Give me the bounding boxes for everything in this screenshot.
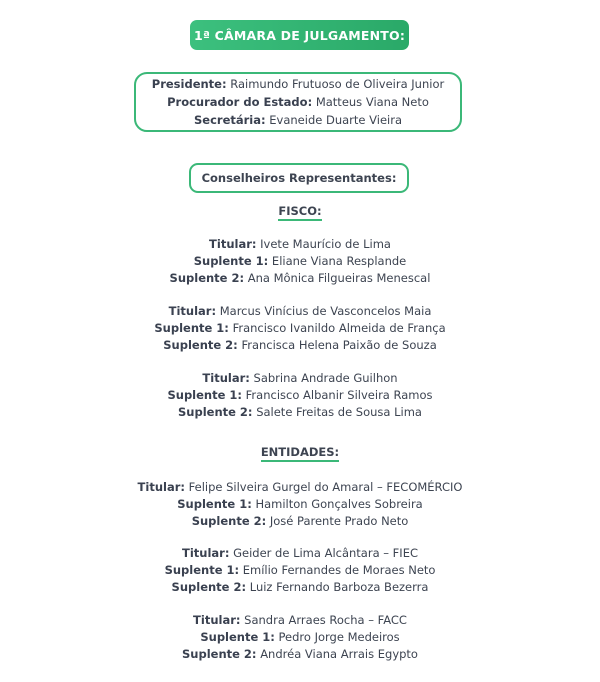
member-name: Pedro Jorge Medeiros — [278, 630, 400, 644]
member-line — [193, 612, 407, 629]
fisco-group-3 — [0, 370, 600, 421]
member-name: Ivete Maurício de Lima — [260, 237, 391, 251]
member-line — [154, 320, 445, 337]
member-name: Marcus Vinícius de Vasconcelos Maia — [219, 304, 432, 318]
member-line — [178, 404, 422, 421]
entidades-group-1 — [0, 479, 600, 530]
staff-name: Evaneide Duarte Vieira — [269, 112, 402, 127]
member-line — [182, 545, 418, 562]
staff-role: Procurador do Estado: — [167, 94, 313, 109]
member-role: Titular: — [209, 237, 257, 251]
member-name: Andréa Viana Arrais Egypto — [260, 647, 418, 661]
member-line — [202, 370, 397, 387]
member-role: Titular: — [193, 613, 241, 627]
member-name: Ana Mônica Filgueiras Menescal — [247, 271, 431, 285]
member-line — [200, 629, 399, 646]
staff-line-president — [152, 76, 444, 93]
member-role: Suplente 1: — [164, 563, 240, 577]
member-line — [138, 479, 463, 496]
fisco-group-2 — [0, 303, 600, 354]
entidades-group-3 — [0, 612, 600, 663]
member-name: Sabrina Andrade Guilhon — [253, 371, 398, 385]
staff-role: Secretária: — [194, 112, 266, 127]
member-role: Suplente 2: — [169, 271, 245, 285]
member-line — [192, 513, 409, 530]
member-line — [167, 387, 432, 404]
member-role: Suplente 2: — [182, 647, 257, 661]
member-line — [194, 253, 407, 270]
member-role: Suplente 1: — [154, 321, 229, 335]
member-role: Suplente 1: — [177, 497, 252, 511]
councillors-label: Conselheiros Representantes: — [201, 171, 397, 185]
member-role: Suplente 2: — [178, 405, 253, 419]
chamber-staff-box — [134, 72, 462, 132]
chamber-title-badge — [190, 20, 409, 50]
member-name: Luiz Fernando Barboza Bezerra — [249, 580, 429, 594]
chamber-title: 1ª CÂMARA DE JULGAMENTO: — [193, 27, 406, 43]
fisco-title: FISCO: — [278, 204, 321, 221]
member-name: Emílio Fernandes de Moraes Neto — [242, 563, 436, 577]
member-line — [209, 236, 391, 253]
fisco-section-title — [0, 204, 600, 218]
staff-line-attorney — [167, 94, 429, 111]
member-line — [163, 337, 437, 354]
member-line — [177, 496, 422, 513]
staff-name: Matteus Viana Neto — [315, 94, 429, 109]
member-role: Suplente 2: — [163, 338, 238, 352]
member-role: Titular: — [202, 371, 250, 385]
member-name: Eliane Viana Resplande — [271, 254, 407, 268]
member-name: José Parente Prado Neto — [269, 514, 409, 528]
entidades-section-title — [0, 445, 600, 459]
staff-role: Presidente: — [151, 76, 227, 91]
member-line — [172, 579, 429, 596]
member-role: Suplente 2: — [191, 514, 267, 528]
member-name: Salete Freitas de Sousa Lima — [256, 405, 422, 419]
member-name: Francisca Helena Paixão de Souza — [241, 338, 437, 352]
staff-name: Raimundo Frutuoso de Oliveira Junior — [230, 76, 445, 91]
member-role: Suplente 1: — [200, 630, 275, 644]
member-line — [182, 646, 418, 663]
councillors-label-box — [189, 163, 409, 193]
member-name: Hamilton Gonçalves Sobreira — [255, 497, 423, 511]
member-role: Titular: — [168, 304, 217, 318]
entidades-group-2 — [0, 545, 600, 596]
member-name: Francisco Albanir Silveira Ramos — [245, 388, 433, 402]
member-role: Titular: — [181, 546, 230, 560]
member-line — [165, 562, 436, 579]
member-role: Suplente 1: — [167, 388, 242, 402]
member-role: Titular: — [137, 480, 185, 494]
member-role: Suplente 2: — [171, 580, 247, 594]
member-name: Francisco Ivanildo Almeida de França — [232, 321, 446, 335]
member-role: Suplente 1: — [193, 254, 269, 268]
member-name: Geider de Lima Alcântara – FIEC — [233, 546, 418, 560]
staff-line-secretary — [194, 112, 402, 129]
member-name: Felipe Silveira Gurgel do Amaral – FECOMÉRCIO — [188, 480, 463, 494]
member-name: Sandra Arraes Rocha – FACC — [244, 613, 407, 627]
member-line — [169, 303, 432, 320]
member-line — [170, 270, 431, 287]
fisco-group-1 — [0, 236, 600, 287]
entidades-title: ENTIDADES: — [261, 445, 339, 462]
